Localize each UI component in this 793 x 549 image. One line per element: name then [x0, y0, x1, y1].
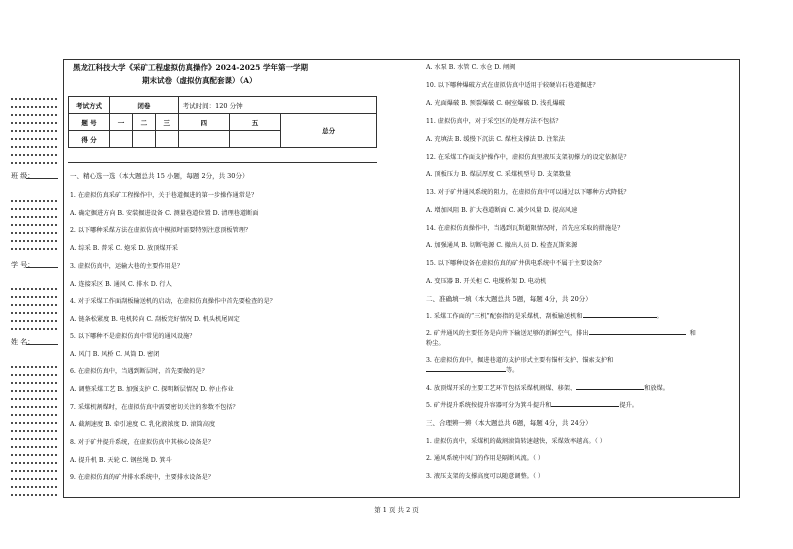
section-1-heading: 一、精心选一选（本大题总共 15 小题，每题 2分，共 30分）	[70, 172, 249, 180]
question-line: 13. 对于矿井通风系统的阻力，在虚拟仿真中可以通过以下哪种方式降低？	[426, 189, 630, 196]
gutter-dots	[10, 494, 58, 496]
gutter-dots	[10, 208, 58, 210]
exam-subtitle: 期末试卷（虚拟仿真配套课）（A）	[142, 76, 257, 85]
class-label: 班 级：	[11, 172, 35, 180]
question-line: 10. 以下哪种爆破方式在虚拟仿真中适用于较硬岩石巷道掘进？	[426, 82, 599, 89]
answer-blank[interactable]	[426, 371, 506, 372]
total-score-label: 总分	[281, 114, 377, 148]
gutter-dots	[10, 304, 58, 306]
gutter-dots	[10, 312, 58, 314]
fill-question-4	[426, 384, 669, 393]
question-line: 6. 在虚拟仿真中，当遇到断层时，首先要做的是？	[70, 368, 208, 375]
answer-blank[interactable]	[589, 334, 686, 335]
gutter-dots	[10, 288, 58, 290]
gutter-dots	[10, 446, 58, 448]
gutter-dots	[10, 296, 58, 298]
fill-question-5	[426, 401, 638, 410]
table-underline	[68, 162, 377, 163]
gutter-dots	[10, 374, 58, 376]
judge-question: 3. 液压支架的支撑高度可以随意调整。（ ）	[426, 473, 545, 480]
option-line: A. 加强通风 B. 切断电源 C. 撤出人员 D. 检查瓦斯来源	[426, 242, 578, 249]
gutter-dots	[10, 130, 58, 132]
exam-form-value: 闭卷	[110, 97, 179, 114]
page-footer: 第 1 页 共 2 页	[374, 506, 419, 514]
question-column-3: 三	[155, 114, 178, 131]
question-line: 15. 以下哪种设备在虚拟仿真的矿井供电系统中不属于主要设备？	[426, 260, 605, 267]
gutter-dots	[10, 390, 58, 392]
question-line: 1. 在虚拟仿真采矿工程操作中，关于巷道掘进的第一步操作通常是？	[70, 192, 258, 199]
exam-form-label: 考试方式	[69, 97, 110, 114]
fill-question-2-text: 2. 矿井通风的主要任务是向井下输送足够的新鲜空气，排出	[426, 330, 589, 337]
gutter-dots	[10, 216, 58, 218]
judge-question: 2. 通风系统中风门的作用是隔断风流。（ ）	[426, 455, 545, 462]
option-line: A. 综采 B. 普采 C. 炮采 D. 放顶煤开采	[70, 245, 178, 252]
answer-blank[interactable]	[551, 406, 619, 407]
fill-question-4-suffix: 和放煤。	[644, 385, 669, 392]
gutter-dots	[10, 328, 58, 330]
option-line: A. 连接采区 B. 通风 C. 排水 D. 行人	[70, 281, 172, 288]
fill-question-3-continued	[426, 366, 518, 375]
gutter-dots	[10, 154, 58, 156]
name-label: 姓 名：	[11, 338, 35, 346]
question-line: 7. 采煤机割煤时，在虚拟仿真中需要密切关注的参数不包括？	[70, 404, 239, 411]
fill-question-5-text: 5. 矿井提升系统按提升容器可分为箕斗提升和	[426, 402, 552, 409]
option-line: A. 光面爆破 B. 预裂爆破 C. 硐室爆破 D. 浅孔爆破	[426, 100, 565, 107]
gutter-dots	[10, 224, 58, 226]
gutter-dots	[10, 438, 58, 440]
option-line: A. 风门 B. 风桥 C. 风筒 D. 密闭	[70, 351, 160, 358]
question-column-2: 二	[132, 114, 155, 131]
score-cell-1[interactable]	[110, 131, 133, 148]
question-line: 11. 虚拟仿真中，对于采空区的处理方法不包括？	[426, 118, 562, 125]
answer-blank[interactable]	[576, 389, 644, 390]
gutter-dots	[10, 422, 58, 424]
question-line: 5. 以下哪种不是虚拟仿真中常见的通风设施？	[70, 333, 196, 340]
gutter-dots	[10, 320, 58, 322]
score-cell-4[interactable]	[178, 131, 229, 148]
gutter-dots	[10, 406, 58, 408]
question-line: 4. 对于采煤工作面刮板输送机的启动，在虚拟仿真操作中首先要检查的是？	[70, 298, 276, 305]
student-id-label: 学 号：	[11, 261, 35, 269]
class-field[interactable]	[26, 178, 58, 179]
gutter-dots	[10, 382, 58, 384]
exam-title: 黑龙江科技大学《采矿工程虚拟仿真操作》2024-2025 学年第一学期	[73, 63, 308, 72]
question-line: 8. 对于矿井提升系统，在虚拟仿真中其核心设备是？	[70, 439, 214, 446]
score-cell-5[interactable]	[229, 131, 280, 148]
gutter-dots	[10, 240, 58, 242]
gutter-dots	[10, 138, 58, 140]
fill-question-5-suffix: 提升。	[619, 402, 638, 409]
gutter-dots	[10, 414, 58, 416]
name-field[interactable]	[26, 344, 58, 345]
fill-question-3: 3. 在虚拟仿真中，掘进巷道的支护形式主要有锚杆支护、锚索支护和	[426, 357, 614, 364]
question-column-1: 一	[110, 114, 133, 131]
option-line: A. 提升机 B. 天轮 C. 钢丝绳 D. 箕斗	[70, 457, 172, 464]
gutter-dots	[10, 486, 58, 488]
gutter-dots	[10, 122, 58, 124]
gutter-dots	[10, 162, 58, 164]
section-2-heading: 二、准确填一填（本大题总共 5题，每题 4分，共 20分）	[426, 295, 592, 303]
option-line: A. 截割速度 B. 牵引速度 C. 乳化液浓度 D. 滚筒高度	[70, 421, 216, 428]
score-table	[68, 96, 377, 148]
gutter-dots	[10, 398, 58, 400]
gutter-dots	[10, 462, 58, 464]
option-line: A. 水泵 B. 水管 C. 水仓 D. 闸阀	[426, 64, 516, 71]
question-line: 3. 虚拟仿真中，运输大巷的主要作用是？	[70, 263, 184, 270]
gutter-dots	[10, 98, 58, 100]
exam-time: 考试时间：120 分钟	[178, 97, 376, 114]
option-line: A. 充填法 B. 缓慢下沉法 C. 煤柱支撑法 D. 注浆法	[426, 136, 565, 143]
fill-question-1: 1. 采煤工作面的“三机”配套指的是采煤机、刮板输送机和 。	[426, 313, 663, 320]
score-cell-2[interactable]	[132, 131, 155, 148]
question-number-label: 题 号	[69, 114, 110, 131]
fill-question-4-text: 4. 放顶煤开采的主要工艺环节包括采煤机割煤、移架、	[426, 385, 577, 392]
gutter-dots	[10, 478, 58, 480]
gutter-dots	[10, 430, 58, 432]
option-line: A. 调整采煤工艺 B. 加强支护 C. 探明断层情况 D. 停止作业	[70, 386, 234, 393]
option-line: A. 增加风阻 B. 扩大巷道断面 C. 减少风量 D. 提高风速	[426, 207, 578, 214]
fill-question-2-continued: 粉尘。	[426, 340, 445, 347]
question-line: 12. 在采煤工作面支护操作中，虚拟仿真里液压支架初撑力的设定依据是？	[426, 154, 630, 161]
section-3-heading: 三、合理辨一辨（本大题总共 6题，每题 4分，共 24分）	[426, 419, 592, 427]
question-column-5: 五	[229, 114, 280, 131]
question-line: 2. 以下哪种采煤方法在虚拟仿真中模拟时需要特别注意顶板管理？	[70, 227, 252, 234]
option-line: A. 确定掘进方向 B. 安装掘进设备 C. 测量巷道位置 D. 清理巷道断面	[70, 210, 259, 217]
gutter-dots	[10, 146, 58, 148]
fill-question-1-text: 1. 采煤工作面的“三机”配套指的是采煤机、刮板输送机和	[426, 313, 583, 320]
gutter-dots	[10, 366, 58, 368]
fill-question-2	[426, 329, 696, 338]
gutter-dots	[10, 454, 58, 456]
fill-question-2-suffix: 和	[689, 330, 696, 337]
option-line: A. 链条松紧度 B. 电机转向 C. 刮板完好情况 D. 机头机尾固定	[70, 316, 240, 323]
answer-blank[interactable]	[583, 317, 657, 318]
score-cell-3[interactable]	[155, 131, 178, 148]
gutter-dots	[10, 248, 58, 250]
gutter-dots	[10, 106, 58, 108]
fill-question-3-suffix: 等。	[506, 367, 519, 374]
judge-question: 1. 虚拟仿真中，采煤机的截割滚筒转速越快，采煤效率越高。（ ）	[426, 438, 606, 445]
gutter-dots	[10, 114, 58, 116]
option-line: A. 变压器 B. 开关柜 C. 电缆桥架 D. 电动机	[426, 278, 547, 285]
gutter-dots	[10, 470, 58, 472]
score-row-label: 得 分	[69, 131, 110, 148]
question-line: 9. 在虚拟仿真的矿井排水系统中，主要排水设备是？	[70, 474, 214, 481]
question-column-4: 四	[178, 114, 229, 131]
option-line: A. 顶板压力 B. 煤层厚度 C. 采煤机型号 D. 支架数量	[426, 171, 572, 178]
gutter-dots	[10, 200, 58, 202]
student-id-field[interactable]	[26, 267, 58, 268]
gutter-dots	[10, 232, 58, 234]
question-line: 14. 在虚拟仿真操作中，当遇到瓦斯超限情况时，首先应采取的措施是？	[426, 225, 624, 232]
